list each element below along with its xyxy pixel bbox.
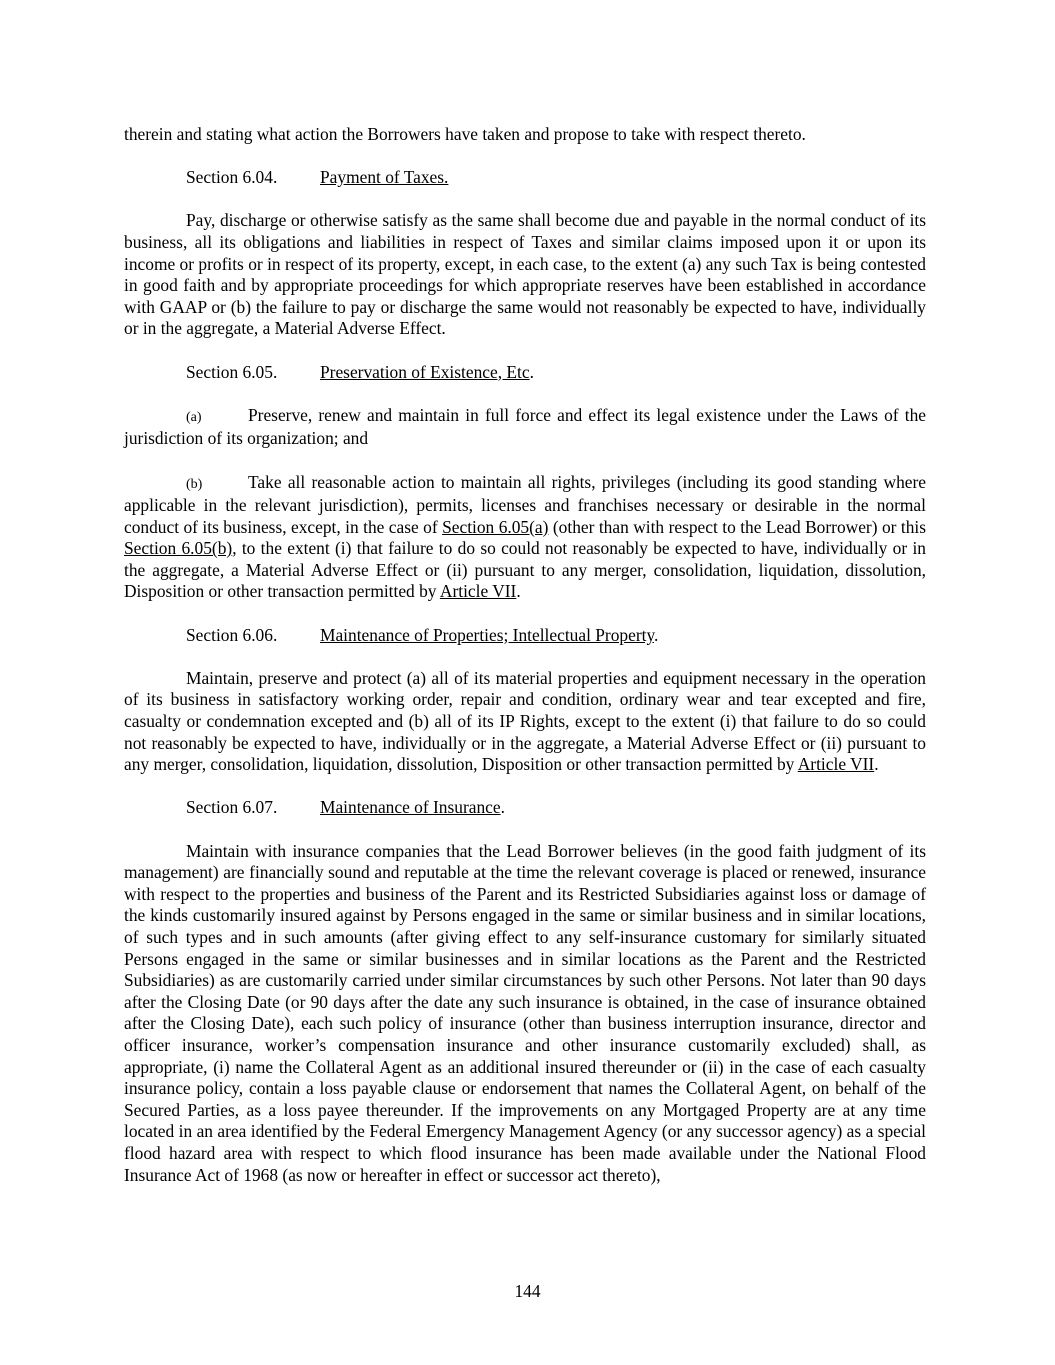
section-6-07-title: Maintenance of Insurance (320, 797, 501, 818)
section-6-07-number: Section 6.07. (186, 797, 278, 818)
document-page (124, 124, 926, 1208)
section-6-06-heading (124, 625, 926, 647)
section-6-05-title: Preservation of Existence, Etc (320, 361, 530, 382)
cross-reference-article-vii: Article VII (797, 754, 875, 775)
section-6-06-title-suffix: . (654, 624, 659, 645)
cross-reference-section-6-05b: Section 6.05(b) (124, 538, 233, 559)
clause-a-marker: (a) (186, 409, 202, 425)
section-6-04-body: Pay, discharge or otherwise satisfy as the same shall become due and payable in the normal conduct of its business, all its obligations and liabilities in respect of Taxes and similar claims imposed upon it or upon its income or profits or in respect of its property, except, in each case, to the extent (a) any such Tax is being contested in good faith and by appropriate proceedings for which appropriate reserves have been established in accordance with GAAP or (b) the failure to pay or discharge the same would not reasonably be expected to have, individually or in the aggregate, a Material Adverse Effect. (124, 210, 926, 339)
section-6-05-number: Section 6.05. (186, 361, 278, 382)
section-6-04-heading (124, 167, 926, 189)
section-6-06-title: Maintenance of Properties; Intellectual Property (320, 624, 655, 645)
section-6-05-clause-b (124, 472, 926, 604)
section-6-06-text-1: Maintain, preserve and protect (a) all of its material properties and equipment necessary in the operation of its business in satisfactory working order, repair and condition, ordinary wear and tear excepted and fire, casualty or condemnation excepted and (b) all of its IP Rights, except to the extent (i) that failure to do so could not reasonably be expected to have, individually or in the aggregate, a Material Adverse Effect or (ii) pursuant to any merger, consolidation, liquidation, dissolution, Disposition or other transaction permitted by (124, 667, 926, 775)
carryover-paragraph: therein and stating what action the Borrowers have taken and propose to take with respect thereto. (124, 124, 806, 144)
section-6-05-title-suffix: . (529, 361, 534, 382)
section-6-07-body: Maintain with insurance companies that the Lead Borrower believes (in the good faith judgment of its management) are financially sound and reputable at the time the relevant coverage is placed or renewed, insurance with respect to the properties and business of the Parent and its Restricted Subsidiaries against loss or damage of the kinds customarily insured against by Persons engaged in the same or similar business and in similar locations, of such types and in such amounts (after giving effect to any self-insurance customary for similarly situated Persons engaged in the same or similar businesses and in similar locations as the Parent and the Restricted Subsidiaries) as are customarily carried under similar circumstances by such other Persons. Not later than 90 days after the Closing Date (or 90 days after the date any such insurance is obtained, in the case of insurance obtained after the Closing Date), each such policy of insurance (other than business interruption insurance, director and officer insurance, worker’s compensation insurance and other insurance customarily excluded) shall, as appropriate, (i) name the Collateral Agent as an additional insured thereunder or (ii) in the case of each casualty insurance policy, contain a loss payable clause or endorsement that names the Collateral Agent, on behalf of the Secured Parties, as a loss payee thereunder. If the improvements on any Mortgaged Property are at any time located in an area identified by the Federal Emergency Management Agency (or any successor agency) as a special flood hazard area with respect to which flood insurance has been made available under the National Flood Insurance Act of 1968 (as now or hereafter in effect or successor act thereto), (124, 840, 926, 1185)
section-6-07-title-suffix: . (500, 797, 505, 818)
section-6-04-title: Payment of Taxes. (320, 167, 449, 188)
clause-b-marker: (b) (186, 476, 203, 492)
cross-reference-article-vii: Article VII (439, 581, 517, 602)
clause-b-text-2: (other than with respect to the Lead Borrower) or this (548, 516, 926, 537)
section-6-05-heading (124, 362, 926, 384)
section-6-05-clause-a (124, 405, 926, 450)
cross-reference-section-6-05a: Section 6.05(a) (442, 516, 549, 537)
clause-b-text-1: Take all reasonable action to maintain all rights, privileges (including its good standing where applicable in the relevant jurisdiction), permits, licenses and franchises necessary or desirable in the normal conduct of its business, except, in the case of (124, 471, 926, 537)
section-6-07-heading (124, 797, 926, 819)
clause-b-text-4: . (516, 581, 521, 602)
section-6-04-number: Section 6.04. (186, 167, 278, 188)
page-number: 144 (514, 1281, 541, 1301)
section-6-06-number: Section 6.06. (186, 624, 278, 645)
section-6-06-text-2: . (874, 754, 879, 775)
clause-a-body: Preserve, renew and maintain in full force and effect its legal existence under the Laws of the jurisdiction of its organization; and (124, 404, 926, 449)
section-6-06-body (124, 668, 926, 776)
clause-b-text-3: , to the extent (i) that failure to do so could not reasonably be expected to have, individually or in the aggregate, a Material Adverse Effect or (ii) pursuant to any merger, consolidation, liquidation, dissolution, Disposition or other transaction permitted by (124, 538, 926, 602)
